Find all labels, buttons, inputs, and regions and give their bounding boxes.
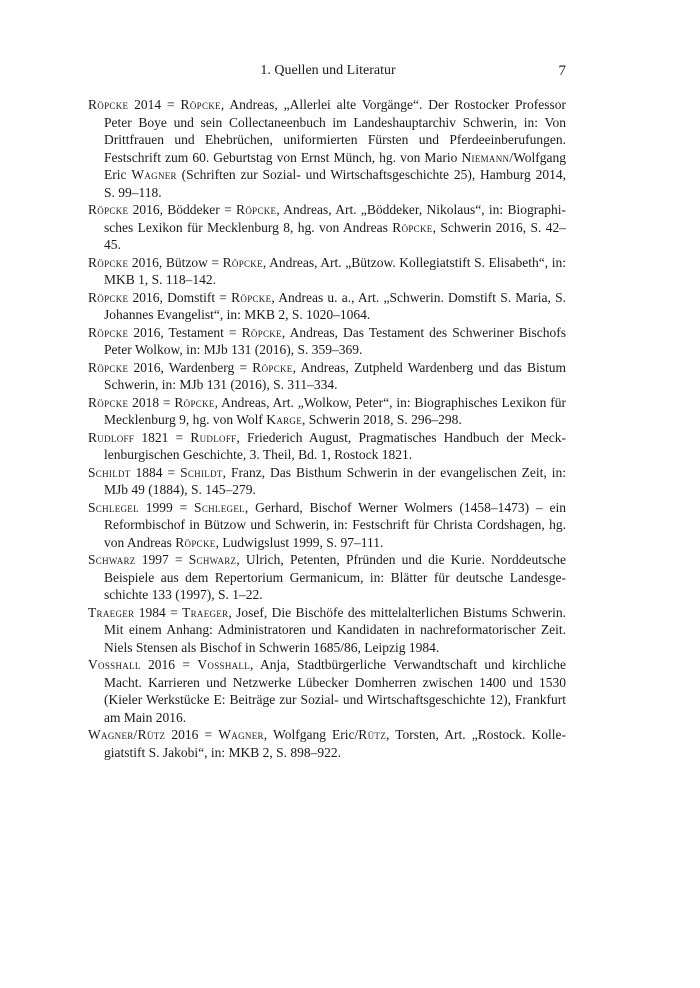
entry-text-3: (Schriften zur Sozial- und Wirtschaftsgeschichte 25), Hamburg 2014, S. 99–118. [104, 167, 566, 200]
entry-name-2: Karge [266, 412, 303, 427]
bibliography-entry [88, 324, 566, 359]
entry-key-author: Röpcke [88, 394, 129, 410]
bibliography-entry [88, 429, 566, 464]
entry-key-author: Vosshall [88, 657, 141, 672]
entry-text: , Wolfgang Eric/ [263, 727, 359, 742]
entry-author: Röpcke [222, 254, 263, 270]
entry-author: Schildt [180, 464, 223, 480]
entry-text: , Andreas u. a., Art. „Schwerin. Domstift S. Maria, S. Johannes Evangelist“, in: MKB 2, S. 1020–1064. [104, 289, 566, 322]
entry-name-2: Röpcke [392, 219, 433, 235]
entry-key-author: Röpcke [88, 324, 129, 340]
bibliography-entry [88, 551, 566, 604]
entry-key-author: Röpcke [88, 97, 129, 112]
entry-key-author: Rudloff [88, 429, 135, 445]
entry-author: Vosshall [197, 657, 251, 672]
entry-author: Röpcke [231, 289, 272, 305]
entry-key-author: Schildt [88, 464, 131, 480]
entry-key-rest: 2014 = [128, 97, 181, 112]
bibliography-entry [88, 394, 566, 429]
entry-author: Röpcke [174, 394, 215, 410]
bibliography-entry [88, 359, 566, 394]
entry-key-author: Wagner/Rütz [88, 727, 166, 742]
bibliography-entry [88, 464, 566, 499]
bibliography-entry [88, 201, 566, 254]
entry-author: Röpcke [180, 97, 221, 112]
entry-text: , Ulrich, Petenten, Pfründen und die Kurie. Norddeutsche Beispiele aus dem Repertorium Germanicum, in: Blätter für deutsche Landesgeschichte 133 (1997), S. 1–22. [104, 552, 566, 602]
entry-key-rest: 2016, Testament = [128, 324, 242, 340]
entry-author: Wagner [218, 727, 264, 742]
entry-text-2: , Schwerin 2018, S. 296–298. [302, 412, 462, 427]
bibliography-entry [88, 254, 566, 289]
entry-key-author: Röpcke [88, 359, 129, 375]
entry-text-2: , Torsten, Art. „Rostock. Kollegiatstift S. Jakobi“, in: MKB 2, S. 898–922. [104, 727, 566, 760]
entry-key-rest: 1884 = [130, 464, 181, 480]
bibliography-entry [88, 726, 566, 761]
entry-text: , Andreas, Art. „Wolkow, Peter“, in: Biographisches Lexikon für Mecklenburg 9, hg. von Wolf [104, 394, 566, 427]
entry-key-rest: 2016, Domstift = [128, 289, 232, 305]
entry-key-author: Röpcke [88, 254, 129, 270]
entry-key-rest: 1821 = [134, 429, 191, 445]
entry-text: , Josef, Die Bischöfe des mittelalterlichen Bistums Schwerin. Mit einem Anhang: Administratoren und Kandidaten in nachreformatorischer Zeit. Niels Stensen als Bischof in Schwerin 1685/86, Leipzig 1984. [104, 604, 566, 655]
entry-text-2: , Schwerin 2016, S. 42–45. [104, 219, 566, 252]
entry-key-author: Schlegel [88, 499, 139, 515]
bibliography-entry [88, 96, 566, 201]
bibliography-entry [88, 656, 566, 726]
entry-name-3: Wagner [131, 167, 177, 182]
entry-text: , Gerhard, Bischof Werner Wolmers (1458–1473) – ein Reformbischof in Bützow und Schwerin, in: Festschrift für Christa Cordshagen, hg. von Andreas [104, 499, 566, 550]
entry-author: Schwarz [188, 552, 237, 567]
entry-key-rest: 2016, Wardenberg = [128, 359, 253, 375]
bibliography-entry [88, 604, 566, 657]
entry-text: , Anja, Stadtbürgerliche Verwandtschaft und kirchliche Macht. Karrieren und Netzwerke Lübecker Domherren zwischen 1400 und 1530 (Kieler Werkstücke E: Beiträge zur Sozial- und Wirtschaftsgeschichte 12), Frankfurt am Main 2016. [104, 657, 566, 725]
bibliography-entry [88, 499, 566, 552]
entry-key-rest: 2016, Böddeker = [128, 202, 237, 217]
entry-author: Rudloff [190, 429, 237, 445]
running-title: 1. Quellen und Literatur [260, 63, 396, 78]
entry-key-rest: 1997 = [135, 552, 189, 567]
entry-key-rest: 2016 = [140, 657, 198, 672]
entry-text: , Friederich August, Pragmatisches Handbuch der Mecklenburgischen Geschichte, 3. Theil, Bd. 1, Rostock 1821. [104, 429, 566, 462]
entry-text: , Andreas, „Allerlei alte Vorgänge“. Der Rostocker Professor Peter Boye und sein Collectaneenbuch im Landeshauptarchiv Schwerin, in: Von Drittfrauen und Ehebrüchen, uniformierten Fürsten und Pferdeeinberufungen. Festschrift zum 60. Geburtstag von Ernst Münch, hg. von Mario [104, 97, 566, 165]
entry-author: Röpcke [236, 202, 277, 217]
entry-text: , Andreas, Art. „Böddeker, Nikolaus“, in: Biographisches Lexikon für Mecklenburg 8, hg. von Andreas [104, 202, 566, 235]
page-number: 7 [558, 63, 566, 79]
entry-key-author: Röpcke [88, 202, 129, 217]
entry-text: , Andreas, Das Testament des Schweriner Bischofs Peter Wolkow, in: MJb 131 (2016), S. 359–369. [104, 324, 567, 357]
entry-key-author: Schwarz [88, 552, 136, 567]
entry-author: Röpcke [241, 324, 282, 340]
entry-key-rest: 2016, Bützow = [128, 254, 223, 270]
entry-key-rest: 2018 = [128, 394, 175, 410]
entry-key-author: Röpcke [88, 289, 129, 305]
entry-author: Traeger [182, 604, 229, 620]
bibliography-entry [88, 289, 566, 324]
entry-text: , Andreas, Zutpheld Wardenberg und das Bistum Schwerin, in: MJb 131 (2016), S. 311–334. [104, 359, 566, 392]
entry-name-2: Niemann [461, 149, 510, 165]
entry-text-2: , Ludwigslust 1999, S. 97–111. [215, 534, 384, 550]
entry-key-author: Traeger [88, 604, 135, 620]
entry-author: Röpcke [252, 359, 293, 375]
entry-text-2: /Wolfgang Eric [104, 149, 566, 182]
entry-author: Schlegel [194, 499, 245, 515]
entry-key-rest: 1984 = [134, 604, 183, 620]
bibliography-list [88, 96, 566, 761]
entry-key-rest: 1999 = [138, 499, 195, 515]
entry-key-rest: 2016 = [165, 727, 219, 742]
entry-text: , Andreas, Art. „Bützow. Kollegiatstift S. Elisabeth“, in: MKB 1, S. 118–142. [104, 254, 566, 287]
entry-name-2: Röpcke [175, 534, 216, 550]
entry-name-2: Rütz [358, 727, 386, 742]
entry-text: , Franz, Das Bisthum Schwerin in der evangelischen Zeit, in: MJb 49 (1884), S. 145–279. [104, 464, 566, 497]
